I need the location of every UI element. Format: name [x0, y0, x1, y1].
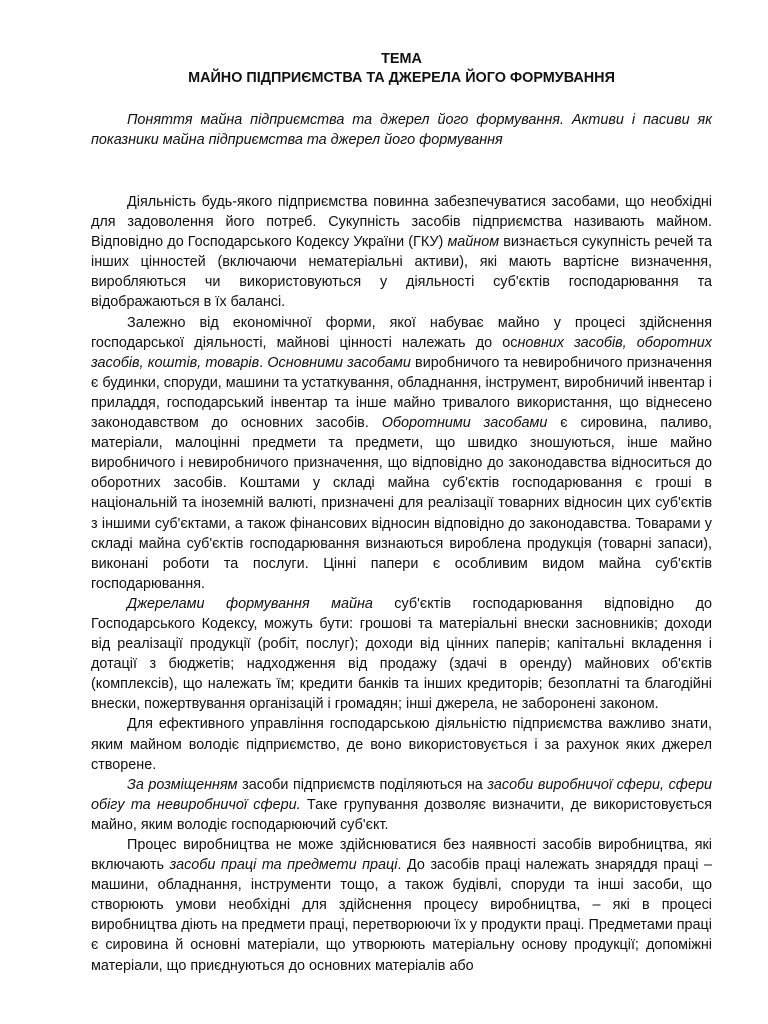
paragraph-text: Процес виробництва не може здійснюватися без наявності засобів виробництва, які включають	[91, 837, 712, 874]
emphasis-term: засоби виробничої сфери, сфери обігу та невиробничої сфери.	[91, 776, 712, 813]
emphasis-term: Джерелами формування майна	[127, 595, 373, 612]
paragraph-text: визнається сукупність речей та інших цінностей (включаючи нематеріальні активи), які мають вартісне визначення, виробляються чи використовуються у діяльності суб'єктів господарювання та відображаються в їх балансі.	[91, 234, 712, 311]
topic-label: ТЕМА	[381, 51, 422, 67]
paragraph-text: суб'єктів господарювання відповідно до Господарського Кодексу, можуть бути: грошові та матеріальні внески засновників; доходи від реалізації продукції (робіт, послуг); доходи від цінних паперів; капітальні вкладення і дотації з бюджетів; надходження від продажу (здачі в оренду) майнових об'єктів (комплексів), що належать їм; кредити банків та інших кредиторів; безоплатні та благодійні внески, пожертвування організацій і громадян; інші джерела, не заборонені законом.	[91, 595, 712, 713]
paragraph-economic-form	[91, 313, 712, 594]
emphasis-term: майном	[447, 234, 500, 251]
document-page	[91, 50, 712, 976]
emphasis-term: Оборотними засобами	[381, 415, 548, 432]
emphasis-term: Основними засобами	[267, 354, 411, 371]
paragraph-text: . До засобів праці належать знаряддя праці – машини, обладнання, інструменти тощо, а також будівлі, споруди та інші засоби, що створюють умови необхідні для здійснення процесу виробництва, – які в процесі виробництва діють на предмети праці, перетворюючи їх у продукти праці. Предметами праці є сировина й основні матеріали, що утворюють матеріальну основу продукції; допоміжні матеріали, що приєднуються до основних матеріалів або	[91, 857, 712, 974]
emphasis-term: новних засобів, оборотних засобів, коштів, товарів	[91, 334, 713, 371]
paragraph-sources	[91, 594, 712, 715]
emphasis-term: засоби праці та предмети праці	[169, 857, 398, 874]
paragraph-text: Залежно від економічної форми, якої набуває майно у процесі здійснення господарської діяльності, майнові цінності належать до ос	[91, 314, 712, 351]
paragraph-text: Діяльність будь-якого підприємства повинна забезпечуватися засобами, що необхідні для задоволення його потреб. Сукупність засобів підприємства називають майном. Відповідно до Господарського Кодексу України (ГКУ)	[91, 194, 712, 251]
emphasis-term: За розміщенням	[127, 776, 238, 793]
document-body	[91, 192, 712, 976]
paragraph-text: .	[259, 354, 268, 371]
document-title: МАЙНО ПІДПРИЄМСТВА ТА ДЖЕРЕЛА ЙОГО ФОРМУВАННЯ	[188, 70, 615, 86]
paragraph-management	[91, 714, 712, 774]
paragraph-property-definition	[91, 192, 712, 313]
paragraph-text: Для ефективного управління господарською діяльністю підприємства важливо знати, яким майном володіє підприємство, де воно використовується і за рахунок яких джерел створене.	[91, 716, 712, 773]
paragraph-text: виробничого та невиробничого призначення є будинки, споруди, машини та устаткування, обладнання, інструмент, виробничий інвентар і приладдя, господарський інвентар та інше майно тривалого використання, що віднесено законодавством до основних засобів.	[91, 354, 712, 432]
paragraph-text: Таке групування дозволяє визначити, де використовується майно, яким володіє господарюючий суб'єкт.	[91, 796, 712, 833]
document-subtitle: Поняття майна підприємства та джерел його формування. Активи і пасиви як показники майна підприємства та джерел його формування	[91, 112, 712, 148]
paragraph-production-process	[91, 835, 712, 976]
paragraph-text: є сировина, паливо, матеріали, малоцінні предмети та предмети, що швидко зношуються, інше майно виробничого і невиробничого призначення, що відповідно до законодавства відноситься до оборотних засобів. Коштами у складі майна суб'єктів господарювання є гроші в національній та іноземній валюті, призначені для реалізації товарних відносин цих суб'єктів з іншими суб'єктами, а також фінансових відносин відповідно до законодавства. Товарами у складі майна суб'єктів господарювання визнаються вироблена продукція (товарні запаси), виконані роботи та послуги. Цінні папери є особливим видом майна суб'єктів господарювання.	[91, 415, 712, 592]
paragraph-text: засоби підприємств поділяються на	[237, 776, 488, 793]
paragraph-placement	[91, 775, 712, 835]
